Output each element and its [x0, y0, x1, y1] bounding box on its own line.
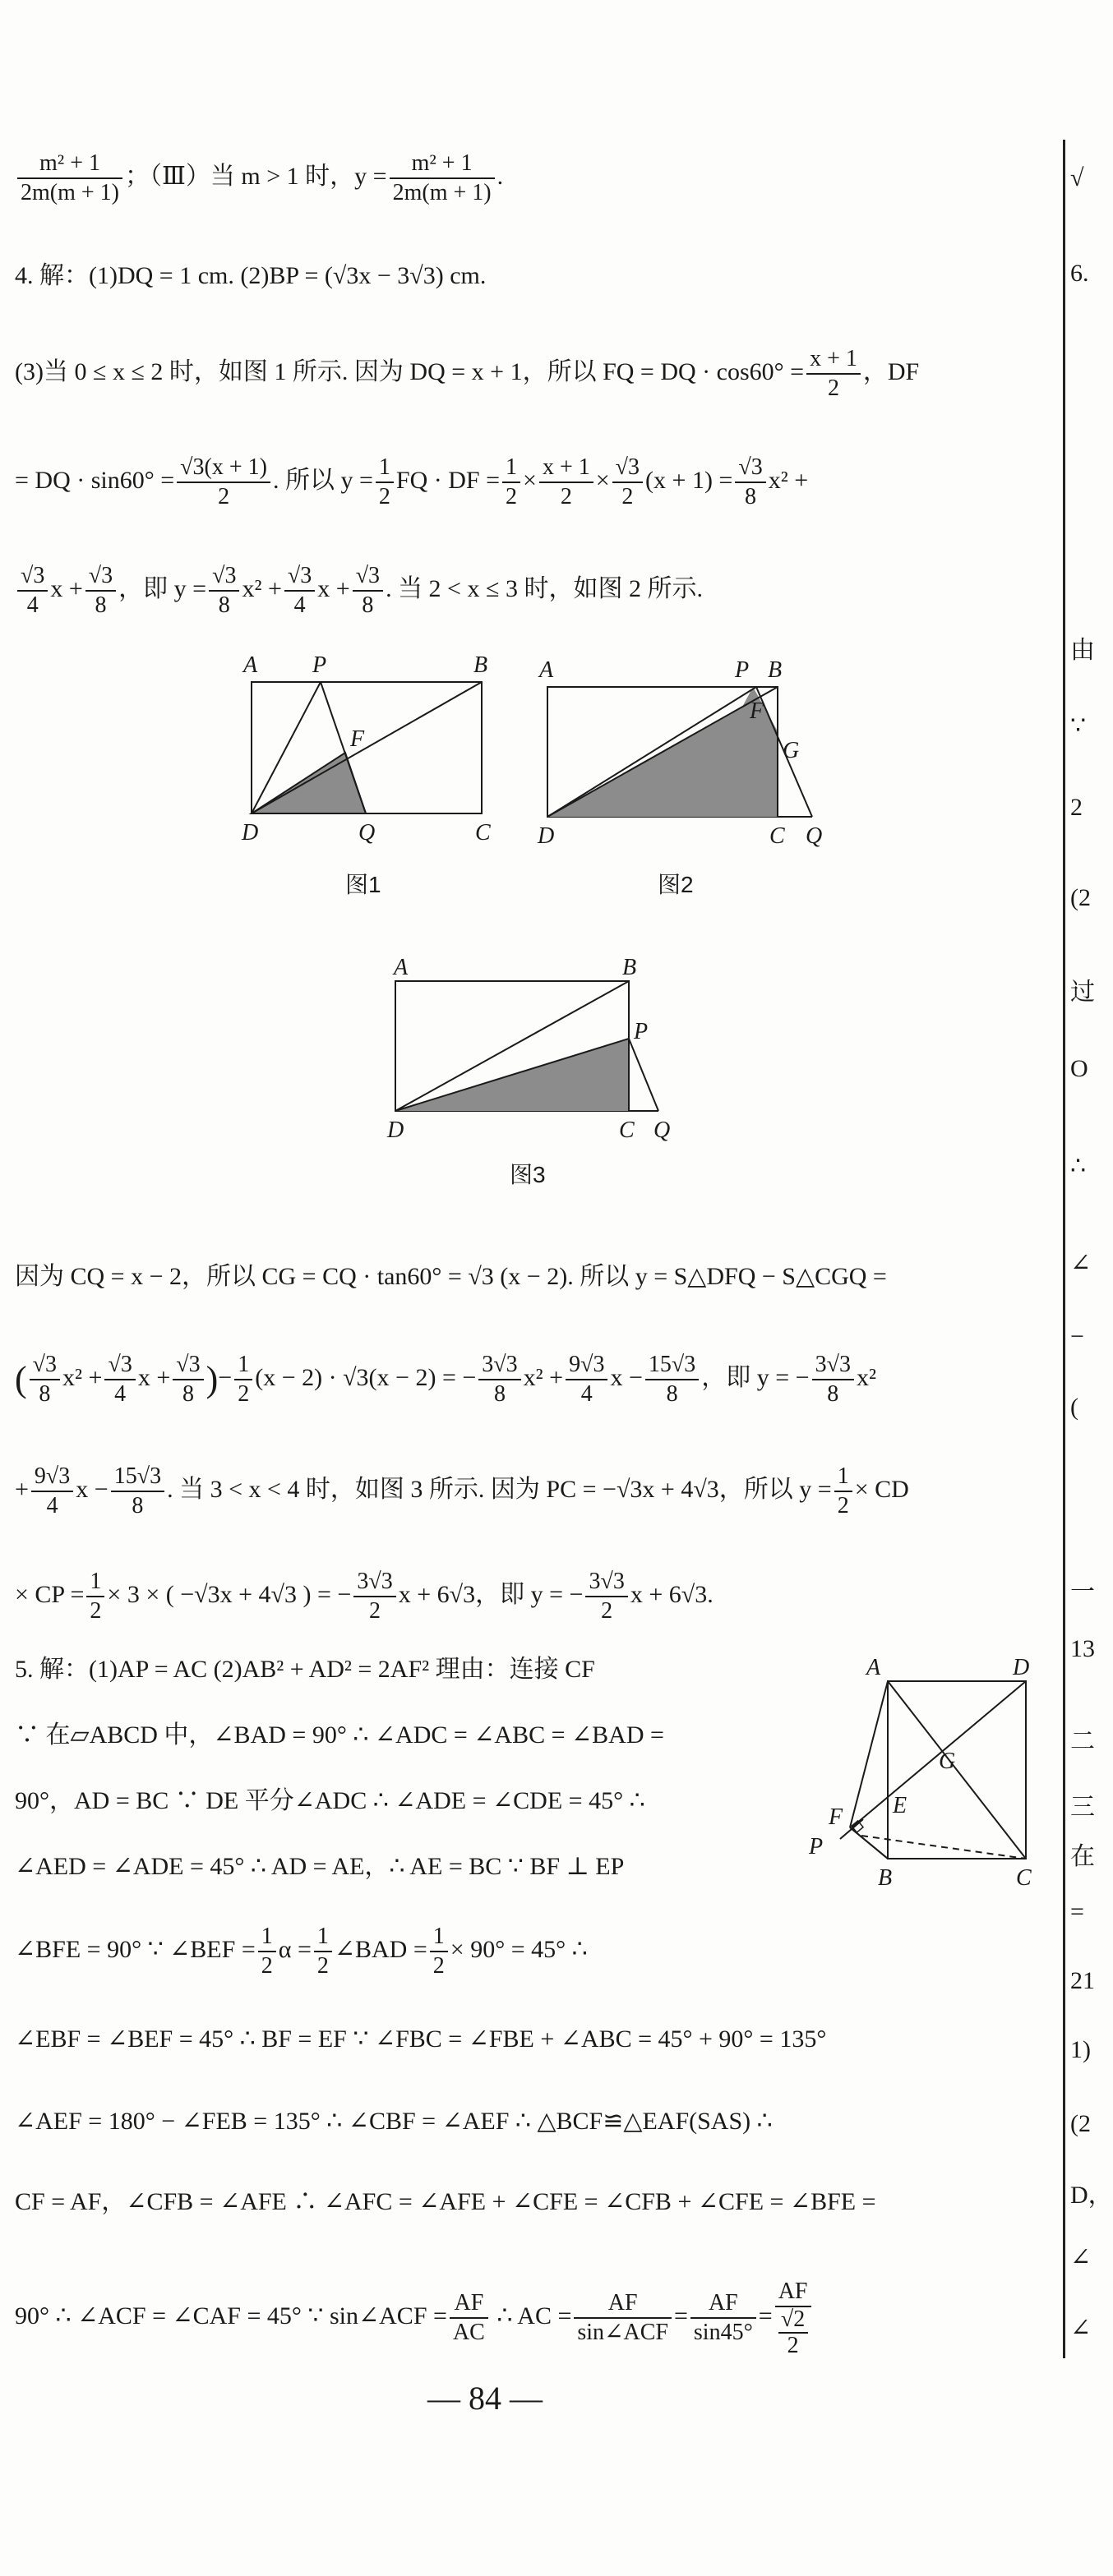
fig5-label-A: A [866, 1655, 881, 1680]
fig2-label-D: D [538, 823, 555, 849]
fig5-label-F: F [829, 1804, 843, 1830]
margin-text: 由 [1070, 637, 1095, 664]
fig1-label-F: F [350, 726, 365, 752]
p4-line4: $\frac{√3}{4}$ x + $\frac{√3}{8}$ ，即 y = $\frac{√3}{8}$ x² + $\frac{√3}{4}$ x + $\frac{√3}{8}$ . 当 2 < x ≤ 3 时，如图 2 所示. [15, 562, 703, 620]
fig3-label-A: A [394, 955, 409, 980]
fig5-label-C: C [1016, 1865, 1032, 1891]
column-divider [1063, 140, 1065, 2358]
fraction: $\frac{\text{m² + 1}}{2m(m + 1)}$ [17, 150, 122, 207]
p4-line1: 4. 解：(1)DQ = 1 cm. (2)BP = (√3x − 3√3) cm. [15, 262, 487, 289]
margin-text: 21 [1070, 1967, 1095, 1994]
fig5-label-P: P [809, 1834, 824, 1859]
margin-text: ∠ [1070, 2244, 1092, 2271]
p4b-line4: × CP = $\frac{1}{2}$ × 3 × ( −√3x + 4√3 ) = − $\frac{3√3}{2}$ x + 6√3，即 y = − $\frac{3√3}{2}$ x + 6√3. [15, 1569, 714, 1624]
p5-line9: 90° ∴ ∠ACF = ∠CAF = 45° ∵ sin∠ACF = $\frac{AF}{AC}$ ∴ AC = $\frac{AF}{\text{sin∠ACF}}$ = $\frac{AF}{\sin 45^\circ}$ = AF √2 2 [15, 2278, 814, 2358]
p5-line2: ∵ 在▱ABCD 中，∠BAD = 90° ∴ ∠ADC = ∠ABC = ∠BAD = [15, 1721, 664, 1749]
fig1-label-Q: Q [358, 820, 376, 846]
margin-text: ∠ [1070, 1250, 1092, 1277]
figure-2-caption: 图2 [658, 872, 694, 897]
fig3-label-P: P [634, 1019, 649, 1044]
p4b-line1: 因为 CQ = x − 2，所以 CG = CQ · tan60° = √3 (x − 2). 所以 y = S△DFQ − S△CGQ = [15, 1263, 887, 1290]
fig5-label-E: E [893, 1793, 907, 1818]
margin-text: 1) [1070, 2036, 1091, 2063]
fig2-label-A: A [539, 657, 554, 683]
p5-line3: 90°，AD = BC ∵ DE 平分∠ADC ∴ ∠ADE = ∠CDE = 45° ∴ [15, 1787, 645, 1814]
fig2-label-P: P [735, 657, 750, 683]
p5-line4: ∠AED = ∠ADE = 45° ∴ AD = AE，∴ AE = BC ∵ BF ⊥ EP [15, 1853, 625, 1880]
fig1-label-A: A [243, 652, 258, 678]
fig2-label-C: C [769, 823, 785, 849]
fraction: $\frac{\text{m² + 1}}{2m(m + 1)}$ [390, 150, 495, 207]
p4b-line3: + $\frac{9√3}{4}$ x − $\frac{15√3}{8}$ . 当 3 < x < 4 时，如图 3 所示. 因为 PC = −√3x + 4√3，所以 y = $\frac{1}{2}$ × CD [15, 1463, 909, 1518]
p5-line5: ∠BFE = 90° ∵ ∠BEF = $\frac{1}{2}$ α = $\frac{1}{2}$ ∠BAD = $\frac{1}{2}$ × 90° = 45° ∴ [15, 1924, 588, 1979]
margin-text: ∠ [1070, 2315, 1092, 2342]
fig1-label-B: B [473, 652, 488, 678]
p4-line2: (3)当 0 ≤ x ≤ 2 时，如图 1 所示. 因为 DQ = x + 1，所以 FQ = DQ · cos60° = $\frac{x + 1}{2}$ ，DF [15, 346, 920, 401]
fig5-label-B: B [878, 1865, 893, 1891]
figure-3-caption: 图3 [510, 1162, 546, 1187]
fig1-label-P: P [312, 652, 327, 678]
fig1-label-C: C [475, 820, 491, 846]
margin-text: 13 [1070, 1635, 1095, 1662]
margin-text: 二 [1070, 1728, 1095, 1755]
p5-line7: ∠AEF = 180° − ∠FEB = 135° ∴ ∠CBF = ∠AEF ∴ △BCF≌△EAF(SAS) ∴ [15, 2108, 773, 2135]
margin-text: 过 [1070, 979, 1095, 1006]
figure-1-diagram [238, 649, 510, 863]
p5-line1: 5. 解：(1)AP = AC (2)AB² + AD² = 2AF² 理由：连接 CF [15, 1656, 595, 1683]
fig3-label-Q: Q [653, 1117, 671, 1143]
p4b-line2: ( $\frac{√3}{8}$ x² + $\frac{√3}{4}$ x + $\frac{√3}{8}$ )− $\frac{1}{2}$ (x − 2) · √3(x − 2) = − $\frac{3√3}{8}$ x² + $\frac{9√3}{4}$ x − $\frac{15√3}{8}$ ，即 y = − $\frac{3√3}{8}$ x² [15, 1352, 876, 1407]
margin-text: ∴ [1070, 1153, 1087, 1180]
margin-text: 三 [1070, 1794, 1095, 1821]
fig1-label-D: D [242, 820, 259, 846]
margin-text: √ [1070, 164, 1084, 191]
fig2-label-F: F [750, 698, 764, 724]
p5-line8: CF = AF，∠CFB = ∠AFE ∴ ∠AFC = ∠AFE + ∠CFE = ∠CFB + ∠CFE = ∠BFE = [15, 2188, 876, 2215]
margin-text: ( [1070, 1394, 1078, 1421]
p5-line6: ∠EBF = ∠BEF = 45° ∴ BF = EF ∵ ∠FBC = ∠FBE + ∠ABC = 45° + 90° = 135° [15, 2025, 827, 2053]
figure-1-caption: 图1 [345, 872, 381, 897]
margin-text: D， [1070, 2182, 1113, 2209]
margin-text: (2 [1070, 2110, 1091, 2137]
figure-3-diagram [382, 953, 695, 1150]
margin-text: 在 [1070, 1843, 1095, 1870]
page-number: — 84 — [427, 2380, 543, 2417]
fig5-label-D: D [1013, 1655, 1030, 1680]
prev-line: $\frac{\text{m² + 1}}{2m(m + 1)}$ ；（Ⅲ）当 m > 1 时，y = $\frac{\text{m² + 1}}{2m(m + 1)}$ . [15, 150, 503, 207]
fig2-label-B: B [768, 657, 783, 683]
p4-line3: = DQ · sin60° = $\frac{√3(x + 1)}{2}$ . 所以 y = $\frac{1}{2}$ FQ · DF = $\frac{1}{2}$ × $\frac{x + 1}{2}$ × $\frac{√3}{2}$ (x + 1) = $\frac{√3}{8}$ x² + [15, 454, 809, 509]
fig2-label-Q: Q [806, 823, 823, 849]
margin-text: 一 [1070, 1578, 1095, 1606]
margin-text: 2 [1070, 794, 1083, 821]
margin-text: (2 [1070, 884, 1091, 911]
fig5-label-G: G [939, 1749, 956, 1774]
margin-text: = [1070, 1898, 1084, 1925]
figure-5-diagram [797, 1652, 1044, 1915]
fig2-label-G: G [783, 738, 800, 763]
figure-2-diagram [534, 649, 847, 863]
fig3-label-D: D [387, 1117, 404, 1143]
fig3-label-C: C [619, 1117, 635, 1143]
fig3-label-B: B [622, 955, 637, 980]
margin-text: 6. [1070, 260, 1089, 287]
margin-text: O [1070, 1055, 1088, 1082]
margin-text: − [1070, 1323, 1084, 1350]
margin-text: ∵ [1070, 712, 1087, 740]
